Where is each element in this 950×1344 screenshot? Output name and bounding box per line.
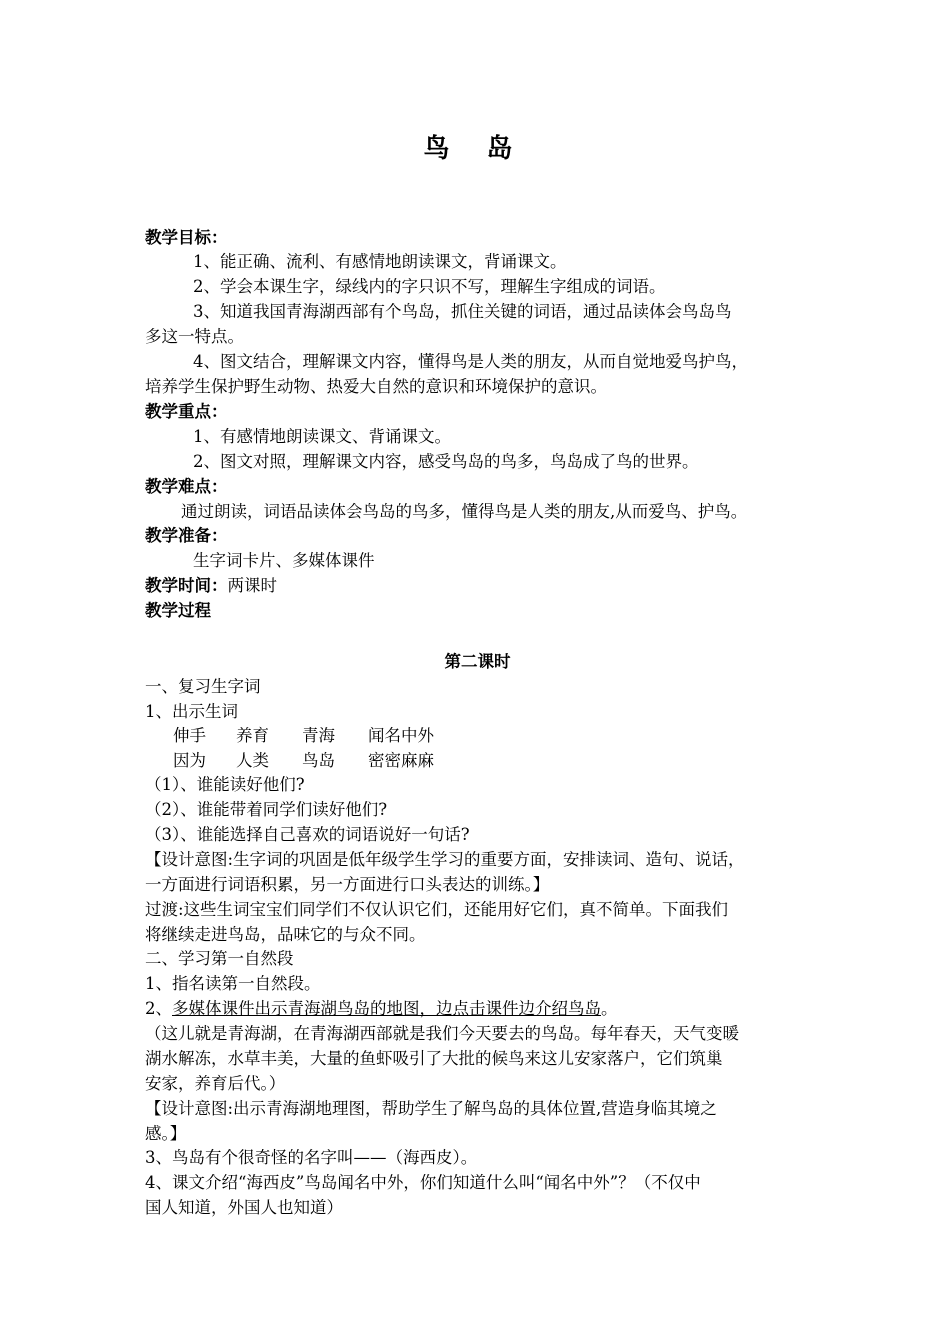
design-intent-1-cont: 一方面进行词语积累，另一方面进行口头表达的训练。】 (145, 875, 550, 894)
preparation-heading: 教学准备： (145, 526, 228, 545)
intro-paragraph-cont: 湖水解冻，水草丰美，大量的鱼虾吸引了大批的候鸟来这儿安家落户，它们筑巢 (145, 1049, 723, 1068)
word-row-1 (173, 724, 454, 748)
time-row (145, 574, 810, 598)
step-2-underlined: 多媒体课件出示青海湖鸟岛的地图，边点击课件边介绍鸟岛 (172, 999, 601, 1018)
goal-item: 1、能正确、流利、有感情地朗读课文，背诵课文。 (193, 252, 567, 271)
difficulty-heading: 教学难点： (145, 477, 228, 496)
step-2-period: 。 (601, 999, 618, 1018)
question-2: （2）、谁能带着同学们读好他们? (145, 800, 388, 819)
intro-paragraph-cont: 安家，养育后代。） (145, 1074, 286, 1093)
transition-text-cont: 将继续走进鸟岛，品味它的与众不同。 (145, 925, 426, 944)
part1-heading: 一、复习生字词 (145, 677, 261, 696)
goals-heading: 教学目标： (145, 228, 228, 247)
design-intent-2-cont: 感。】 (145, 1124, 187, 1143)
step-4-cont: 国人知道，外国人也知道） (145, 1198, 343, 1217)
key-points-heading: 教学重点： (145, 402, 228, 421)
word-row-2 (173, 749, 444, 773)
time-value: 两课时 (227, 576, 277, 595)
step-1: 1、指名读第一自然段。 (145, 974, 321, 993)
step-2 (145, 997, 810, 1021)
preparation-text: 生字词卡片、多媒体课件 (193, 551, 375, 570)
transition-text: 过渡:这些生词宝宝们同学们不仅认识它们，还能用好它们，真不简单。下面我们 (145, 900, 729, 919)
goal-item-continued: 多这一特点。 (145, 327, 244, 346)
step-4: 4、课文介绍“海西皮”鸟岛闻名中外，你们知道什么叫“闻名中外”？（不仅中 (145, 1173, 701, 1192)
step-3: 3、鸟岛有个很奇怪的名字叫——（海西皮）。 (145, 1148, 478, 1167)
goal-item: 3、知道我国青海湖西部有个鸟岛，抓住关键的词语，通过品读体会鸟岛鸟 (193, 302, 732, 321)
step-2-number: 2、 (145, 999, 172, 1018)
word: 人类 (236, 751, 269, 770)
difficulty-text: 通过朗读，词语品读体会鸟岛的鸟多，懂得鸟是人类的朋友,从而爱鸟、护鸟。 (181, 502, 748, 521)
design-intent-2: 【设计意图:出示青海湖地理图，帮助学生了解鸟岛的具体位置,营造身临其境之 (145, 1099, 717, 1118)
question-3: （3）、谁能选择自己喜欢的词语说好一句话? (145, 825, 470, 844)
word: 闻名中外 (368, 726, 434, 745)
word: 因为 (173, 751, 206, 770)
intro-paragraph: （这儿就是青海湖，在青海湖西部就是我们今天要去的鸟岛。每年春天，天气变暖 (145, 1024, 739, 1043)
word: 养育 (236, 726, 269, 745)
key-point-item: 1、有感情地朗读课文、背诵课文。 (193, 427, 451, 446)
part2-heading: 二、学习第一自然段 (145, 949, 294, 968)
design-intent-1: 【设计意图:生字词的巩固是低年级学生学习的重要方面，安排读词、造句、说话， (145, 850, 745, 869)
lesson-heading: 第二课时 (444, 652, 511, 671)
question-1: （1）、谁能读好他们? (145, 775, 305, 794)
word: 密密麻麻 (368, 751, 434, 770)
word: 伸手 (173, 726, 206, 745)
word: 鸟岛 (302, 751, 335, 770)
time-heading: 教学时间： (145, 576, 228, 595)
goal-item: 4、图文结合，理解课文内容，懂得鸟是人类的朋友，从而自觉地爱鸟护鸟， (193, 352, 748, 371)
word: 青海 (302, 726, 335, 745)
process-heading: 教学过程 (145, 601, 211, 620)
goal-item-continued: 培养学生保护野生动物、热爱大自然的意识和环境保护的意识。 (145, 377, 607, 396)
goal-item: 2、学会本课生字，绿线内的字只识不写，理解生字组成的词语。 (193, 277, 666, 296)
page-title: 鸟 岛 (423, 134, 527, 164)
step-show-words: 1、出示生词 (145, 702, 238, 721)
key-point-item: 2、图文对照，理解课文内容，感受鸟岛的鸟多，鸟岛成了鸟的世界。 (193, 452, 699, 471)
